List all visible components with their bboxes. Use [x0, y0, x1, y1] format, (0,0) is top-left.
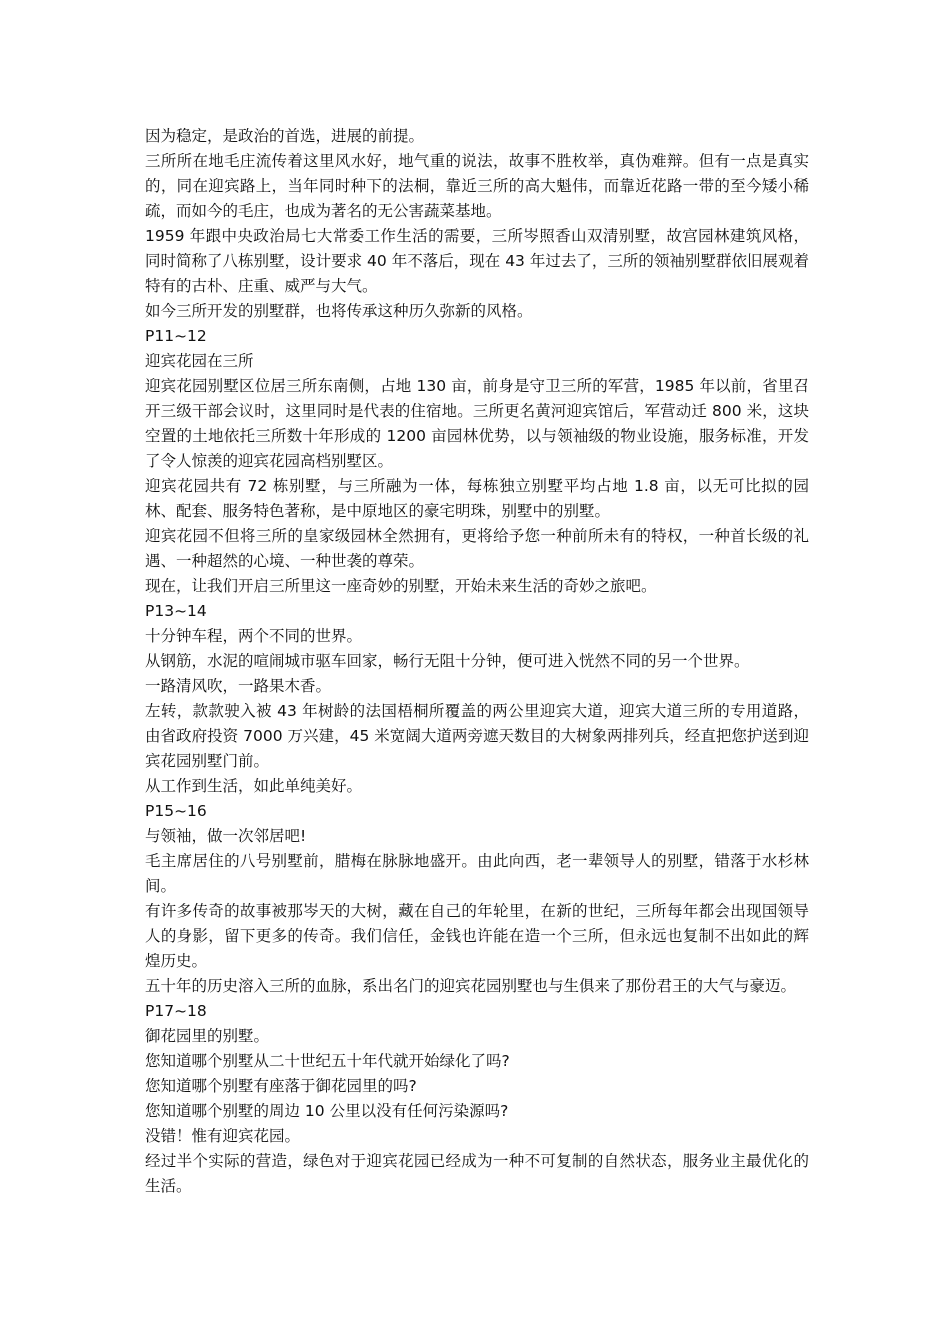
paragraph: 现在，让我们开启三所里这一座奇妙的别墅，开始未来生活的奇妙之旅吧。 [145, 577, 657, 595]
paragraph: 从工作到生活，如此单纯美好。 [145, 777, 363, 795]
paragraph: 1959 年跟中央政治局七大常委工作生活的需要，三所岑照香山双清别墅，故宫园林建筑风格，同时简称了八栋别墅，设计要求 40 年不落后，现在 43 年过去了，三所的领袖别墅群依旧展观着特有的古朴、庄重、威严与大气。 [145, 227, 809, 295]
paragraph: 有许多传奇的故事被那岑天的大树，藏在自己的年轮里，在新的世纪，三所每年都会出现国领导人的身影，留下更多的传奇。我们信任，金钱也许能在造一个三所，但永远也复制不出如此的辉煌历史。 [145, 902, 809, 970]
paragraph: 一路清风吹，一路果木香。 [145, 677, 332, 695]
page-range-heading: P13~14 [145, 602, 207, 620]
paragraph: 如今三所开发的别墅群，也将传承这种历久弥新的风格。 [145, 302, 533, 320]
paragraph: 您知道哪个别墅从二十世纪五十年代就开始绿化了吗? [145, 1052, 510, 1070]
paragraph: 没错！惟有迎宾花园。 [145, 1127, 301, 1145]
page-range-heading: P11~12 [145, 327, 207, 345]
section-heading: 十分钟车程，两个不同的世界。 [145, 627, 363, 645]
paragraph: 您知道哪个别墅有座落于御花园里的吗? [145, 1077, 417, 1095]
paragraph: 三所所在地毛庄流传着这里风水好，地气重的说法，故事不胜枚举，真伪难辩。但有一点是真实的，同在迎宾路上，当年同时种下的法桐，靠近三所的高大魁伟，而靠近花路一带的至今矮小稀疏，而如今的毛庄，也成为著名的无公害蔬菜基地。 [145, 152, 809, 220]
page-range-heading: P15~16 [145, 802, 207, 820]
page-range-heading: P17~18 [145, 1002, 207, 1020]
paragraph: 因为稳定，是政治的首选，进展的前提。 [145, 127, 425, 145]
paragraph: 您知道哪个别墅的周边 10 公里以没有任何污染源吗? [145, 1102, 509, 1120]
section-heading: 御花园里的别墅。 [145, 1027, 270, 1045]
paragraph: 迎宾花园共有 72 栋别墅，与三所融为一体，每栋独立别墅平均占地 1.8 亩，以无可比拟的园林、配套、服务特色著称，是中原地区的豪宅明珠，别墅中的别墅。 [145, 477, 809, 520]
paragraph: 迎宾花园不但将三所的皇家级园林全然拥有，更将给予您一种前所未有的特权，一种首长级的礼遇、一种超然的心境、一种世袭的尊荣。 [145, 527, 809, 570]
paragraph: 从钢筋，水泥的喧闹城市驱车回家，畅行无阻十分钟，便可进入恍然不同的另一个世界。 [145, 652, 750, 670]
paragraph: 五十年的历史溶入三所的血脉，系出名门的迎宾花园别墅也与生俱来了那份君王的大气与豪迈。 [145, 977, 797, 995]
document-body [145, 124, 809, 1199]
paragraph: 毛主席居住的八号别墅前，腊梅在脉脉地盛开。由此向西，老一辈领导人的别墅，错落于水杉林间。 [145, 852, 809, 895]
paragraph: 经过半个实际的营造，绿色对于迎宾花园已经成为一种不可复制的自然状态，服务业主最优化的生活。 [145, 1152, 809, 1195]
section-heading: 迎宾花园在三所 [145, 352, 254, 370]
section-heading: 与领袖，做一次邻居吧! [145, 827, 307, 845]
paragraph: 迎宾花园别墅区位居三所东南侧，占地 130 亩，前身是守卫三所的军营，1985 年以前，省里召开三级干部会议时，这里同时是代表的住宿地。三所更名黄河迎宾馆后，军营动迁 800 米，这块空置的土地依托三所数十年形成的 1200 亩园林优势，以与领袖级的物业设施，服务标准，开发了令人惊羡的迎宾花园高档别墅区。 [145, 377, 809, 470]
paragraph: 左转，款款驶入被 43 年树龄的法国梧桐所覆盖的两公里迎宾大道，迎宾大道三所的专用道路，由省政府投资 7000 万兴建，45 米宽阔大道两旁遮天数目的大树象两排列兵，经直把您护送到迎宾花园别墅门前。 [145, 702, 809, 770]
